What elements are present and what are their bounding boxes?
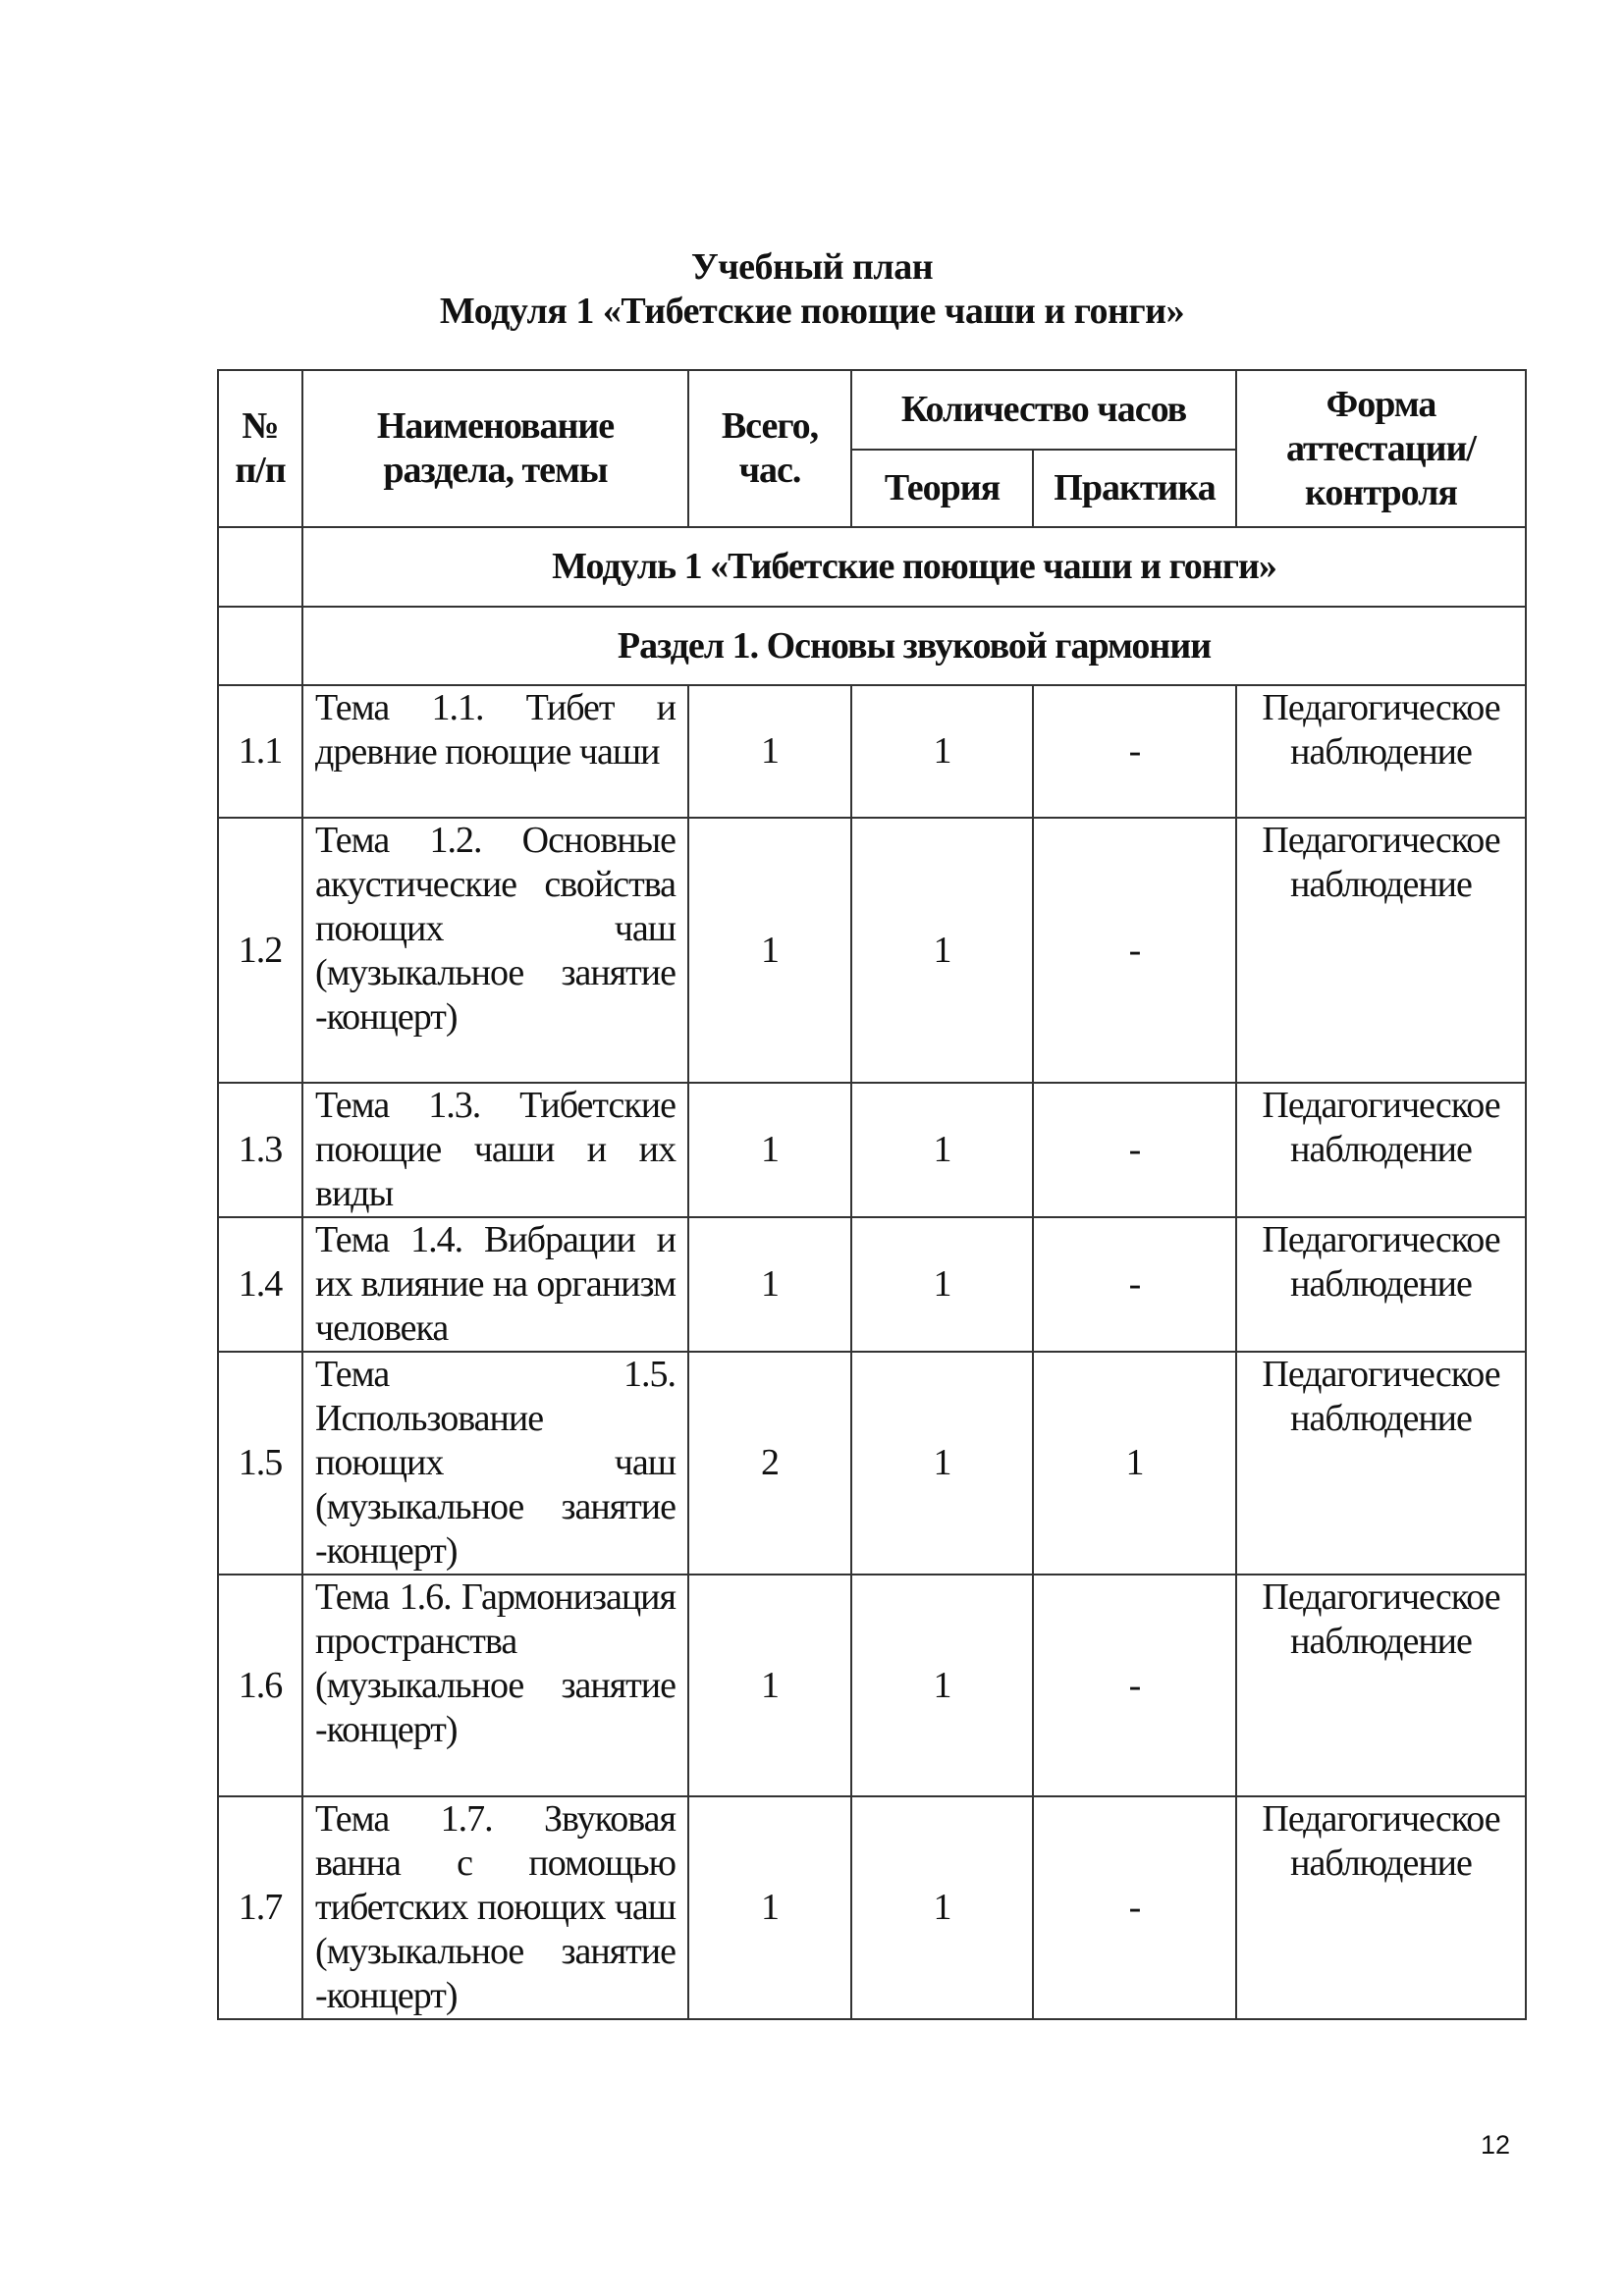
topic-name: Тема 1.7. Звуковая ванна с помощью тибетских поющих чаш (музыкальное занятие -концерт) [302,1796,688,2019]
curriculum-table [217,369,1527,2020]
assessment-form: Педагогическое наблюдение [1236,1796,1526,2019]
practice-hours: - [1033,1796,1236,2019]
row-number: 1.4 [218,1217,302,1352]
row-number: 1.1 [218,685,302,818]
row-number: 1.7 [218,1796,302,2019]
table-row [218,1352,1526,1575]
practice-hours: - [1033,1575,1236,1796]
theory-hours: 1 [851,818,1033,1083]
page-number: 12 [1481,2130,1511,2160]
practice-hours: - [1033,1217,1236,1352]
assessment-form: Педагогическое наблюдение [1236,1083,1526,1217]
total-hours: 1 [688,818,851,1083]
assessment-form: Педагогическое наблюдение [1236,818,1526,1083]
table-row [218,818,1526,1083]
topic-name: Тема 1.3. Тибетские поющие чаши и их виды [302,1083,688,1217]
total-hours: 1 [688,1575,851,1796]
table-row [218,685,1526,818]
section-row: Раздел 1. Основы звуковой гармонии [302,607,1526,685]
header-name: Наименование раздела, темы [302,370,688,527]
empty-cell [218,527,302,607]
assessment-form: Педагогическое наблюдение [1236,1352,1526,1575]
topic-name: Тема 1.5. Использование поющих чаш (музыкальное занятие -концерт) [302,1352,688,1575]
header-practice: Практика [1033,450,1236,527]
practice-hours: - [1033,685,1236,818]
practice-hours: 1 [1033,1352,1236,1575]
topic-name: Тема 1.1. Тибет и древние поющие чаши [302,685,688,818]
topic-name: Тема 1.4. Вибрации и их влияние на организм человека [302,1217,688,1352]
theory-hours: 1 [851,685,1033,818]
table-row [218,1796,1526,2019]
assessment-form: Педагогическое наблюдение [1236,1575,1526,1796]
row-number: 1.2 [218,818,302,1083]
practice-hours: - [1033,818,1236,1083]
theory-hours: 1 [851,1083,1033,1217]
total-hours: 2 [688,1352,851,1575]
practice-hours: - [1033,1083,1236,1217]
total-hours: 1 [688,1083,851,1217]
theory-hours: 1 [851,1796,1033,2019]
page-title: Учебный план [690,246,934,288]
assessment-form: Педагогическое наблюдение [1236,685,1526,818]
topic-name: Тема 1.6. Гармонизация пространства (музыкальное занятие -концерт) [302,1575,688,1796]
header-total: Всего, час. [688,370,851,527]
theory-hours: 1 [851,1575,1033,1796]
table-row [218,1575,1526,1796]
empty-cell [218,607,302,685]
header-hours: Количество часов [851,370,1236,450]
header-form: Форма аттестации/ контроля [1236,370,1526,527]
row-number: 1.6 [218,1575,302,1796]
table-row [218,1083,1526,1217]
row-number: 1.5 [218,1352,302,1575]
assessment-form: Педагогическое наблюдение [1236,1217,1526,1352]
total-hours: 1 [688,1796,851,2019]
topic-name: Тема 1.2. Основные акустические свойства поющих чаш (музыкальное занятие -концерт) [302,818,688,1083]
total-hours: 1 [688,685,851,818]
page-subtitle: Модуля 1 «Тибетские поющие чаши и гонги» [439,291,1185,332]
table-row [218,1217,1526,1352]
theory-hours: 1 [851,1217,1033,1352]
header-theory: Теория [851,450,1033,527]
total-hours: 1 [688,1217,851,1352]
header-num: № п/п [218,370,302,527]
module-row: Модуль 1 «Тибетские поющие чаши и гонги» [302,527,1526,607]
theory-hours: 1 [851,1352,1033,1575]
row-number: 1.3 [218,1083,302,1217]
